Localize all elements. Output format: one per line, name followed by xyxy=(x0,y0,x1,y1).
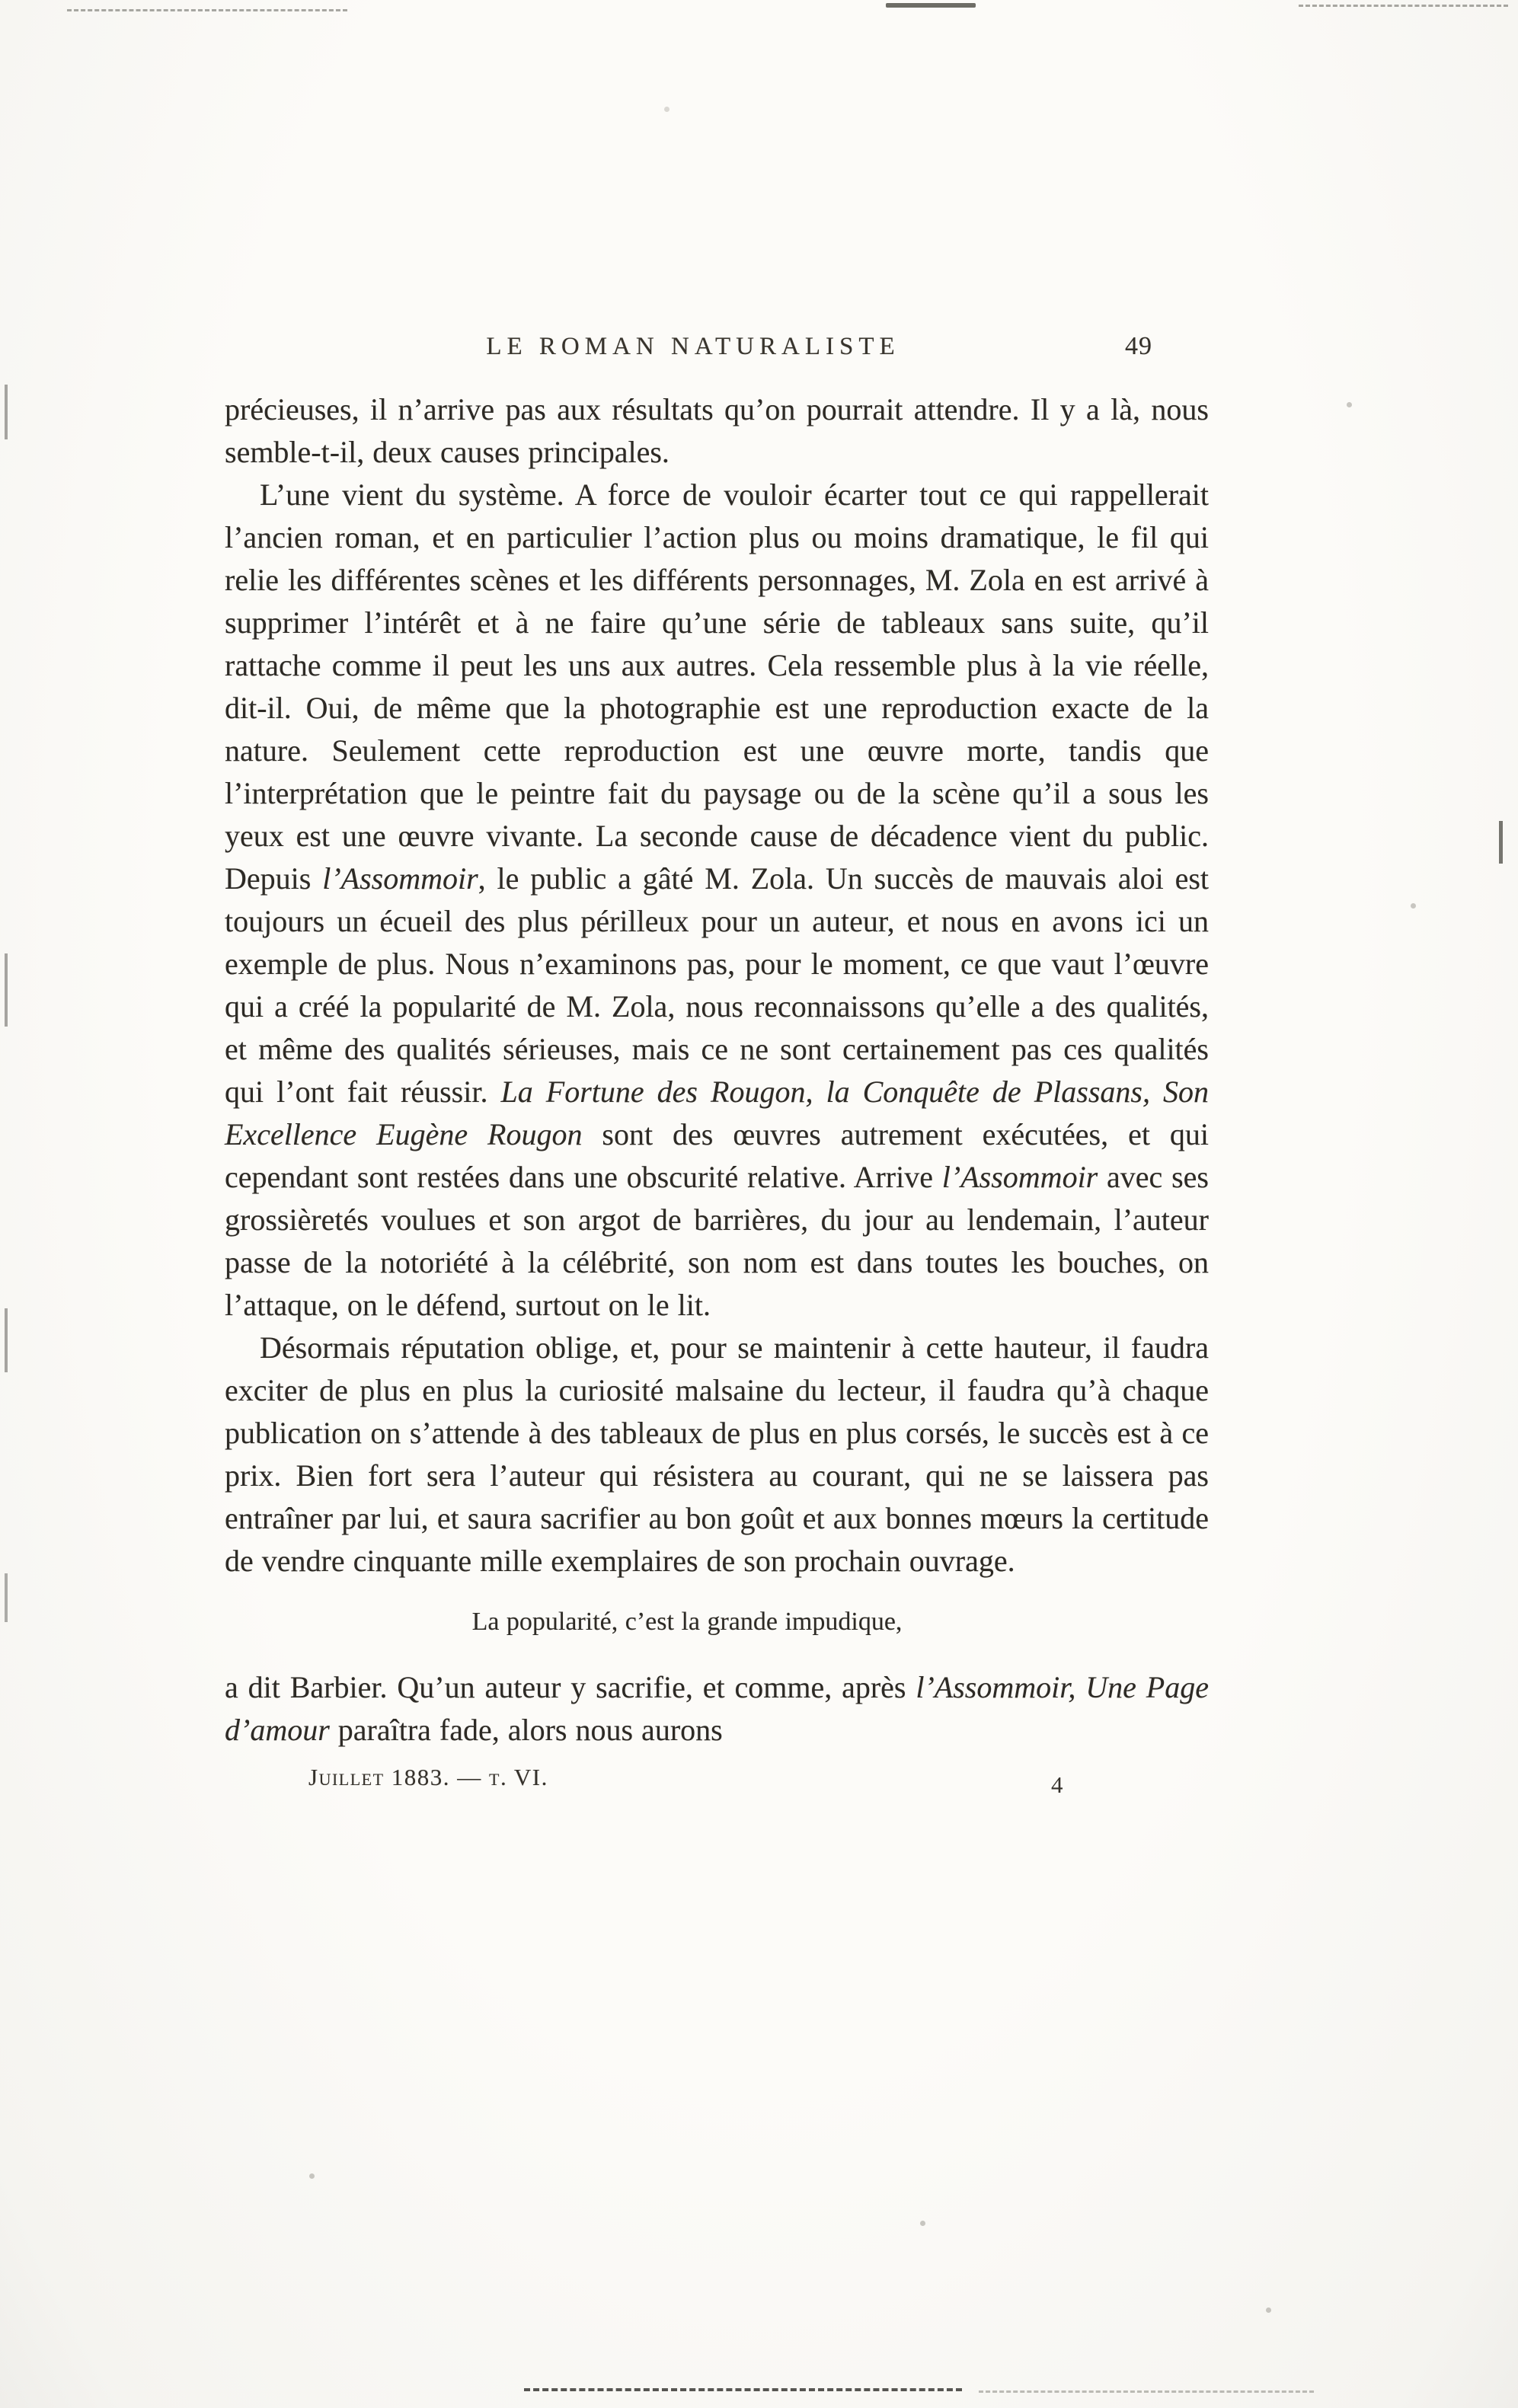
scan-artifact-left-edge-tick xyxy=(5,385,8,439)
text-run: a dit Barbier. Qu’un auteur y sacrifie, et comme, après xyxy=(225,1670,916,1704)
text-run: sont des œuvres autrement exécutées, et qui cependant sont restées dans une obscurité relative. Arrive xyxy=(225,1117,1209,1194)
body-paragraphs xyxy=(225,388,1209,1752)
text-run: paraîtra fade, alors nous aurons xyxy=(329,1713,723,1747)
italic-text-run: l’Assommoir xyxy=(941,1160,1098,1194)
page-number: 49 xyxy=(1125,332,1152,360)
scan-artifact-speck xyxy=(1266,2307,1271,2313)
footer-imprint: Juillet 1883. — t. VI. xyxy=(308,1764,548,1790)
text-run: La popularité, c’est la grande impudique, xyxy=(471,1608,903,1636)
verse-quote xyxy=(225,1605,1209,1639)
scan-artifact-left-edge-tick xyxy=(5,953,8,1027)
scan-artifact-speck xyxy=(309,2173,315,2179)
italic-text-run: l’Assommoir, Une Page d’amour xyxy=(225,1670,1209,1747)
scan-artifact-bottom-rule-light xyxy=(979,2390,1314,2393)
text-run: avec ses grossièretés voulues et son argot de barrières, du jour au lendemain, l’auteur passe de la notoriété à la célébrité, son nom est dans toutes les bouches, on l’attaque, on le défend, surtout on le lit. xyxy=(225,1160,1209,1322)
scan-artifact-top-right-dashes xyxy=(1299,5,1508,7)
scan-artifact-speck xyxy=(664,107,670,112)
text-column xyxy=(225,327,1209,1817)
scan-artifact-left-edge-tick xyxy=(5,1308,8,1372)
scan-artifact-top-left-dashes xyxy=(67,9,347,11)
scan-artifact-bottom-rule-dark xyxy=(524,2388,962,2391)
italic-text-run: La Fortune des Rougon, la Conquête de Plassans, Son Excellence Eugène Rougon xyxy=(225,1075,1209,1151)
footer-signature-mark: 4 xyxy=(1051,1771,1063,1798)
running-header xyxy=(225,327,1209,372)
page-footer xyxy=(225,1764,1209,1817)
paragraph-reputation xyxy=(225,1327,1209,1582)
scan-artifact-speck xyxy=(1411,903,1416,909)
paragraph-continuation xyxy=(225,388,1209,474)
paragraph-barbier xyxy=(225,1666,1209,1752)
scan-artifact-right-edge-tick xyxy=(1499,821,1503,864)
scan-artifact-speck xyxy=(920,2221,925,2226)
scan-artifact-speck xyxy=(1347,402,1352,407)
scan-artifact-top-center-mark xyxy=(886,3,976,8)
text-run: , le public a gâté M. Zola. Un succès de mauvais aloi est toujours un écueil des plus périlleux pour un auteur, et nous en avons ici un exemple de plus. Nous n’examinons pas, pour le moment, ce que vaut l’œuvre qui a créé la popularité de M. Zola, nous reconnaissons qu’elle a des qualités, et même des qualités sérieuses, mais ce ne sont certainement pas ces qualités qui l’ont fait réussir. xyxy=(225,861,1209,1109)
paragraph-system xyxy=(225,474,1209,1327)
running-header-title: LE ROMAN NATURALISTE xyxy=(486,333,900,360)
text-run: Désormais réputation oblige, et, pour se maintenir à cette hauteur, il faudra exciter de plus en plus la curiosité malsaine du lecteur, il faudra qu’à chaque publication on s’attende à des tableaux de plus en plus corsés, le succès est à ce prix. Bien fort sera l’auteur qui résistera au courant, qui ne se laissera pas entraîner par lui, et saura sacrifier au bon goût et aux bonnes mœurs la certitude de vendre cinquante mille exemplaires de son prochain ouvrage. xyxy=(225,1330,1209,1578)
text-run: L’une vient du système. A force de vouloir écarter tout ce qui rappellerait l’ancien roman, et en particulier l’action plus ou moins dramatique, le fil qui relie les différentes scènes et les différents personnages, M. Zola en est arrivé à supprimer l’intérêt et à ne faire qu’une série de tableaux sans suite, qu’il rattache comme il peut les uns aux autres. Cela ressemble plus à la vie réelle, dit-il. Oui, de même que la photographie est une reproduction exacte de la nature. Seulement cette reproduction est une œuvre morte, tandis que l’interprétation que le peintre fait du paysage ou de la scène qu’il a sous les yeux est une œuvre vivante. La seconde cause de décadence vient du public. Depuis xyxy=(225,477,1209,896)
scan-artifact-left-edge-tick xyxy=(5,1573,8,1622)
italic-text-run: l’Assommoir xyxy=(322,861,478,896)
text-run: précieuses, il n’arrive pas aux résultats qu’on pourrait attendre. Il y a là, nous semble-t-il, deux causes principales. xyxy=(225,392,1209,469)
